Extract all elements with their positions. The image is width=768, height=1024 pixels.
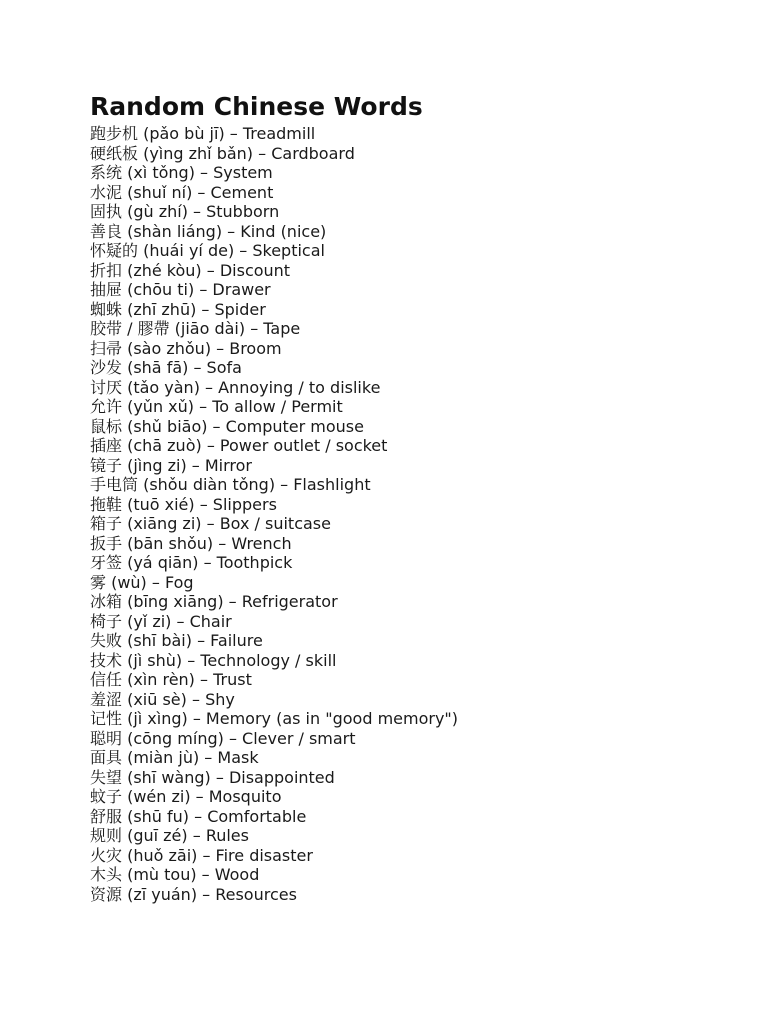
list-item: 胶带 / 膠帶 (jiāo dài) – Tape bbox=[90, 319, 301, 338]
list-item: 抽屉 (chōu ti) – Drawer bbox=[90, 280, 271, 299]
list-item: 善良 (shàn liáng) – Kind (nice) bbox=[90, 221, 327, 241]
list-item: 硬纸板 (yìng zhǐ bǎn) – Cardboard bbox=[90, 143, 355, 163]
list-item: 蜘蛛 (zhī zhū) – Spider bbox=[90, 299, 266, 319]
list-item: 羞涩 (xiū sè) – Shy bbox=[90, 689, 235, 709]
list-item: 椅子 (yǐ zi) – Chair bbox=[90, 611, 232, 631]
word-list bbox=[90, 124, 730, 904]
list-item: 扳手 (bān shǒu) – Wrench bbox=[90, 533, 292, 553]
list-item: 雾 (wù) – Fog bbox=[90, 572, 194, 592]
list-item: 跑步机 (pǎo bù jī) – Treadmill bbox=[90, 124, 316, 143]
page-title: Random Chinese Words bbox=[90, 92, 423, 121]
list-item: 冰箱 (bīng xiāng) – Refrigerator bbox=[90, 592, 338, 611]
list-item: 信任 (xìn rèn) – Trust bbox=[90, 670, 252, 689]
list-item: 系统 (xì tǒng) – System bbox=[90, 163, 273, 182]
list-item: 舒服 (shū fu) – Comfortable bbox=[90, 806, 307, 826]
list-item: 讨厌 (tǎo yàn) – Annoying / to dislike bbox=[90, 377, 381, 397]
list-item: 折扣 (zhé kòu) – Discount bbox=[90, 260, 291, 280]
list-item: 失败 (shī bài) – Failure bbox=[90, 631, 263, 650]
list-item: 固执 (gù zhí) – Stubborn bbox=[90, 202, 280, 221]
list-item: 记性 (jì xìng) – Memory (as in "good memory") bbox=[90, 709, 459, 728]
list-item: 牙签 (yá qiān) – Toothpick bbox=[90, 553, 293, 572]
list-item: 失望 (shī wàng) – Disappointed bbox=[90, 767, 335, 787]
list-item: 拖鞋 (tuō xié) – Slippers bbox=[90, 494, 277, 514]
list-item: 手电筒 (shǒu diàn tǒng) – Flashlight bbox=[90, 475, 371, 494]
list-item: 木头 (mù tou) – Wood bbox=[90, 865, 260, 884]
list-item: 水泥 (shuǐ ní) – Cement bbox=[90, 182, 274, 202]
list-item: 面具 (miàn jù) – Mask bbox=[90, 748, 259, 767]
list-item: 插座 (chā zuò) – Power outlet / socket bbox=[90, 436, 388, 455]
list-item: 箱子 (xiāng zi) – Box / suitcase bbox=[90, 514, 331, 533]
list-item: 资源 (zī yuán) – Resources bbox=[90, 884, 297, 904]
list-item: 沙发 (shā fā) – Sofa bbox=[90, 358, 242, 377]
list-item: 规则 (guī zé) – Rules bbox=[90, 826, 249, 845]
list-item: 蚊子 (wén zi) – Mosquito bbox=[90, 787, 282, 806]
list-item: 技术 (jì shù) – Technology / skill bbox=[90, 650, 337, 670]
list-item: 镜子 (jìng zi) – Mirror bbox=[90, 455, 253, 475]
list-item: 怀疑的 (huái yí de) – Skeptical bbox=[90, 241, 325, 260]
list-item: 聪明 (cōng míng) – Clever / smart bbox=[90, 728, 356, 748]
list-item: 扫帚 (sào zhǒu) – Broom bbox=[90, 338, 282, 358]
document-page bbox=[90, 90, 730, 904]
list-item: 允许 (yǔn xǔ) – To allow / Permit bbox=[90, 397, 343, 416]
list-item: 火灾 (huǒ zāi) – Fire disaster bbox=[90, 845, 313, 865]
list-item: 鼠标 (shǔ biāo) – Computer mouse bbox=[90, 416, 364, 436]
